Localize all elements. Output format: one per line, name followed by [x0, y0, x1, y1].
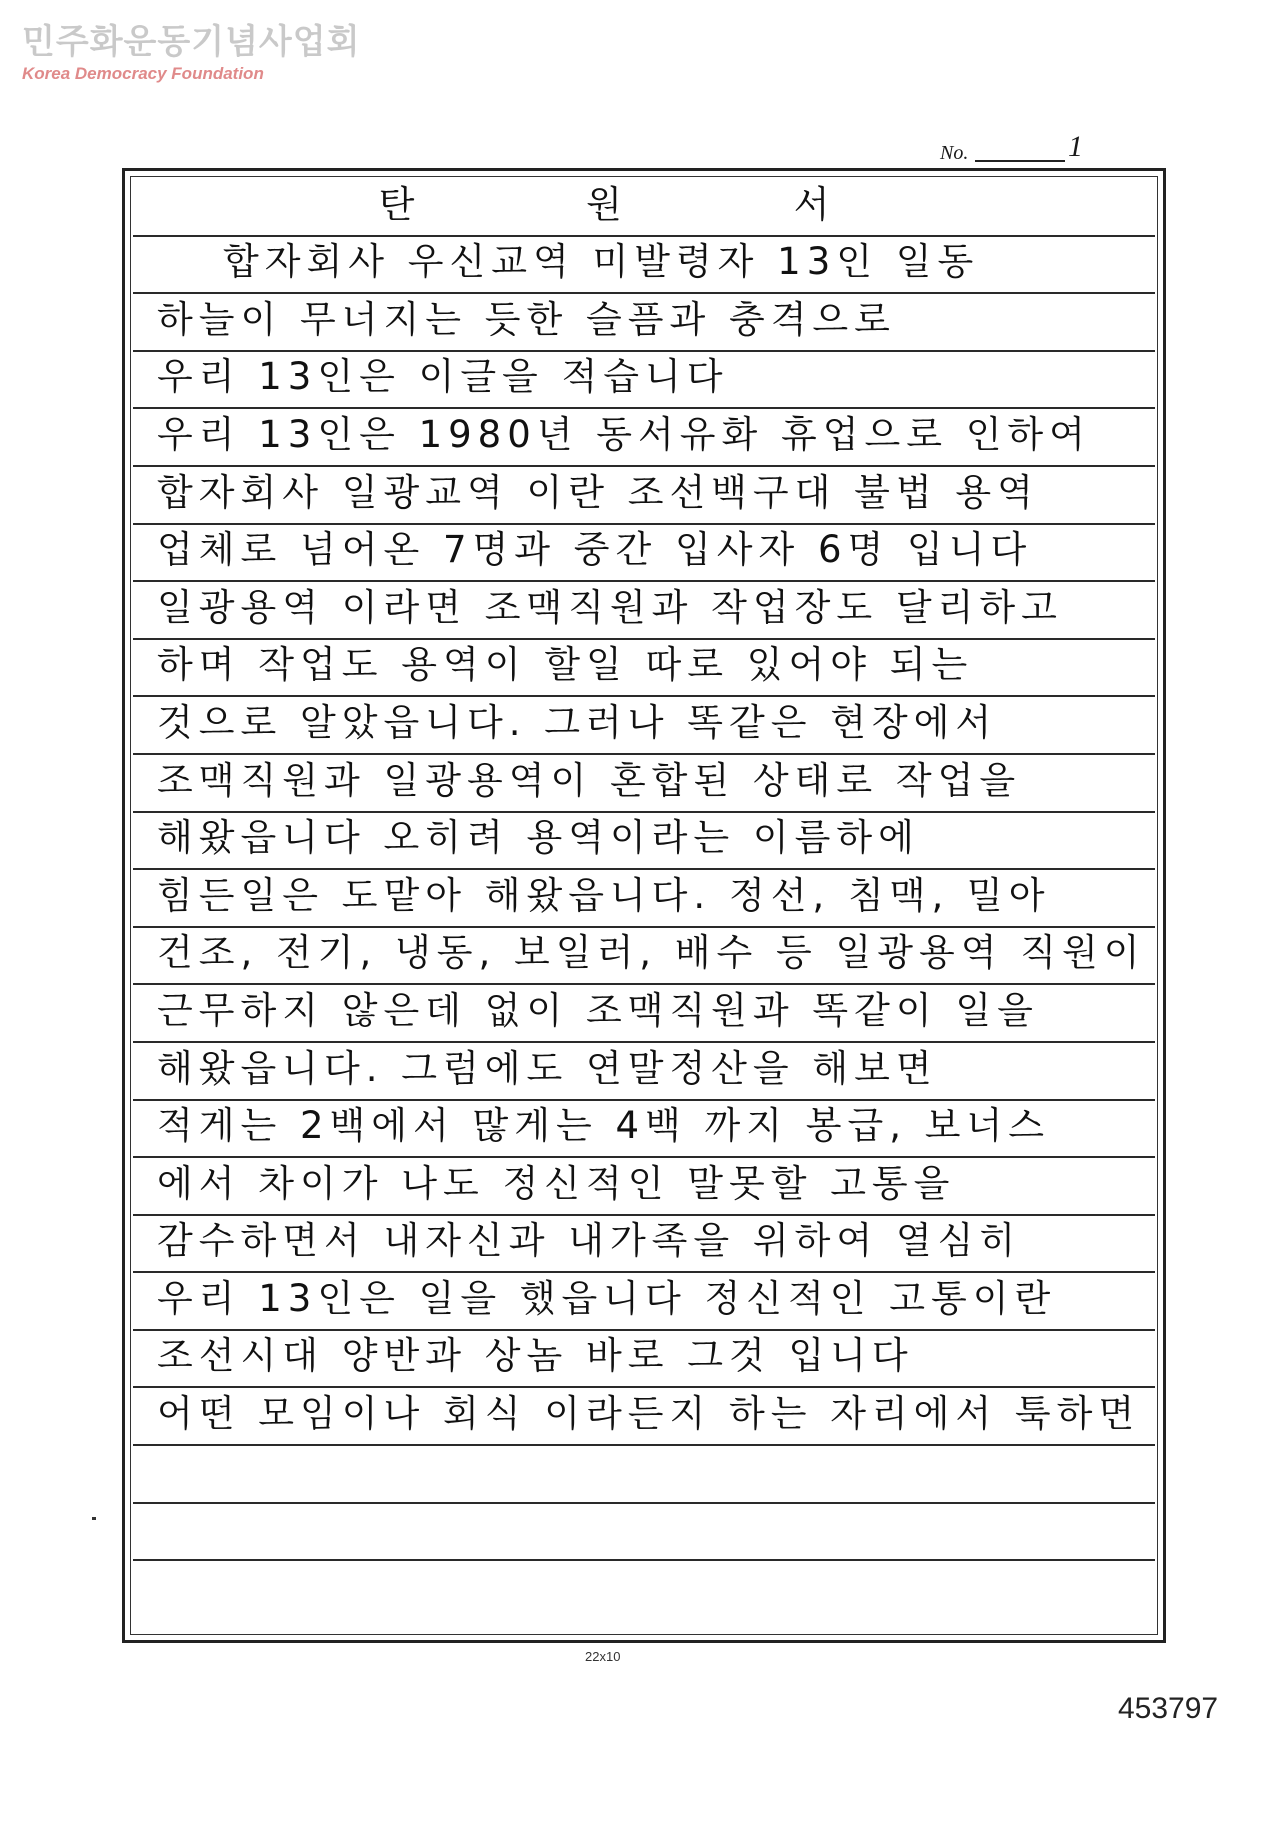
- margin-mark: [92, 1517, 96, 1520]
- manuscript-line: 근무하지 않은데 없이 조맥직원과 똑같이 일을: [157, 988, 1039, 1032]
- manuscript-line: 합자회사 일광교역 이란 조선백구대 불법 용역: [157, 470, 1039, 514]
- manuscript-line: 합자회사 우신교역 미발령자 13인 일동: [223, 240, 980, 284]
- manuscript-line: 건조, 전기, 냉동, 보일러, 배수 등 일광용역 직원이: [157, 931, 1146, 975]
- manuscript-row: [133, 179, 1155, 237]
- manuscript-row: [133, 1561, 1155, 1619]
- manuscript-line: 힘든일은 도맡아 해왔읍니다. 정선, 침맥, 밀아: [157, 873, 1051, 917]
- manuscript-row: [133, 1043, 1155, 1101]
- manuscript-row: [133, 928, 1155, 986]
- manuscript-row: [133, 1273, 1155, 1331]
- manuscript-row: [133, 870, 1155, 928]
- page-number-underline: [975, 160, 1065, 162]
- manuscript-row: [133, 1331, 1155, 1389]
- manuscript-line: 하늘이 무너지는 듯한 슬픔과 충격으로: [157, 297, 896, 341]
- manuscript-row: [133, 1101, 1155, 1159]
- page-number-label: No.: [940, 142, 969, 164]
- manuscript-row: [133, 525, 1155, 583]
- manuscript-line: 감수하면서 내자신과 내가족을 위하여 열심히: [157, 1219, 1022, 1263]
- manuscript-sheet: [122, 168, 1166, 1643]
- manuscript-line: 일광용역 이라면 조맥직원과 작업장도 달리하고: [157, 585, 1063, 629]
- manuscript-row: [133, 1388, 1155, 1446]
- manuscript-row: [133, 294, 1155, 352]
- manuscript-line: 해왔읍니다 오히려 용역이라는 이름하에: [157, 816, 920, 860]
- manuscript-row: [133, 813, 1155, 871]
- manuscript-line: 우리 13인은 이글을 적습니다: [157, 355, 729, 399]
- document-id: 453797: [1118, 1692, 1219, 1725]
- manuscript-line: 것으로 알았읍니다. 그러나 똑같은 현장에서: [157, 700, 998, 744]
- manuscript-row: [133, 352, 1155, 410]
- manuscript-line: 에서 차이가 나도 정신적인 말못할 고통을: [157, 1161, 956, 1205]
- manuscript-row: [133, 697, 1155, 755]
- manuscript-row: [133, 640, 1155, 698]
- manuscript-row: [133, 985, 1155, 1043]
- sheet-format-label: 22x10: [585, 1649, 621, 1664]
- manuscript-row: [133, 1216, 1155, 1274]
- watermark-korean: 민주화운동기념사업회: [22, 22, 361, 62]
- manuscript-row: [133, 755, 1155, 813]
- manuscript-line: 우리 13인은 1980년 동서유화 휴업으로 인하여: [157, 412, 1091, 456]
- manuscript-row: [133, 467, 1155, 525]
- watermark-english: Korea Democracy Foundation: [22, 64, 264, 83]
- manuscript-line: 조맥직원과 일광용역이 혼합된 상태로 작업을: [157, 758, 1022, 802]
- manuscript-row: [133, 1158, 1155, 1216]
- manuscript-line: 조선시대 양반과 상놈 바로 그것 입니다: [157, 1334, 914, 1378]
- manuscript-line: 해왔읍니다. 그럼에도 연말정산을 해보면: [157, 1046, 938, 1090]
- manuscript-line: 하며 작업도 용역이 할일 따로 있어야 되는: [157, 643, 974, 687]
- manuscript-title: 탄 원 서: [378, 182, 910, 226]
- manuscript-row: [133, 237, 1155, 295]
- manuscript-line: 적게는 2백에서 많게는 4백 까지 봉급, 보너스: [157, 1104, 1051, 1148]
- manuscript-row: [133, 409, 1155, 467]
- manuscript-row: [133, 1446, 1155, 1504]
- manuscript-line: 업체로 넘어온 7명과 중간 입사자 6명 입니다: [157, 528, 1033, 572]
- manuscript-row: [133, 582, 1155, 640]
- page-number-value: 1: [1068, 130, 1083, 163]
- manuscript-line: 어떤 모임이나 회식 이라든지 하는 자리에서 툭하면: [157, 1392, 1141, 1436]
- manuscript-lines: [133, 179, 1155, 1632]
- manuscript-line: 우리 13인은 일을 했읍니다 정신적인 고통이란: [157, 1276, 1057, 1320]
- manuscript-row: [133, 1504, 1155, 1562]
